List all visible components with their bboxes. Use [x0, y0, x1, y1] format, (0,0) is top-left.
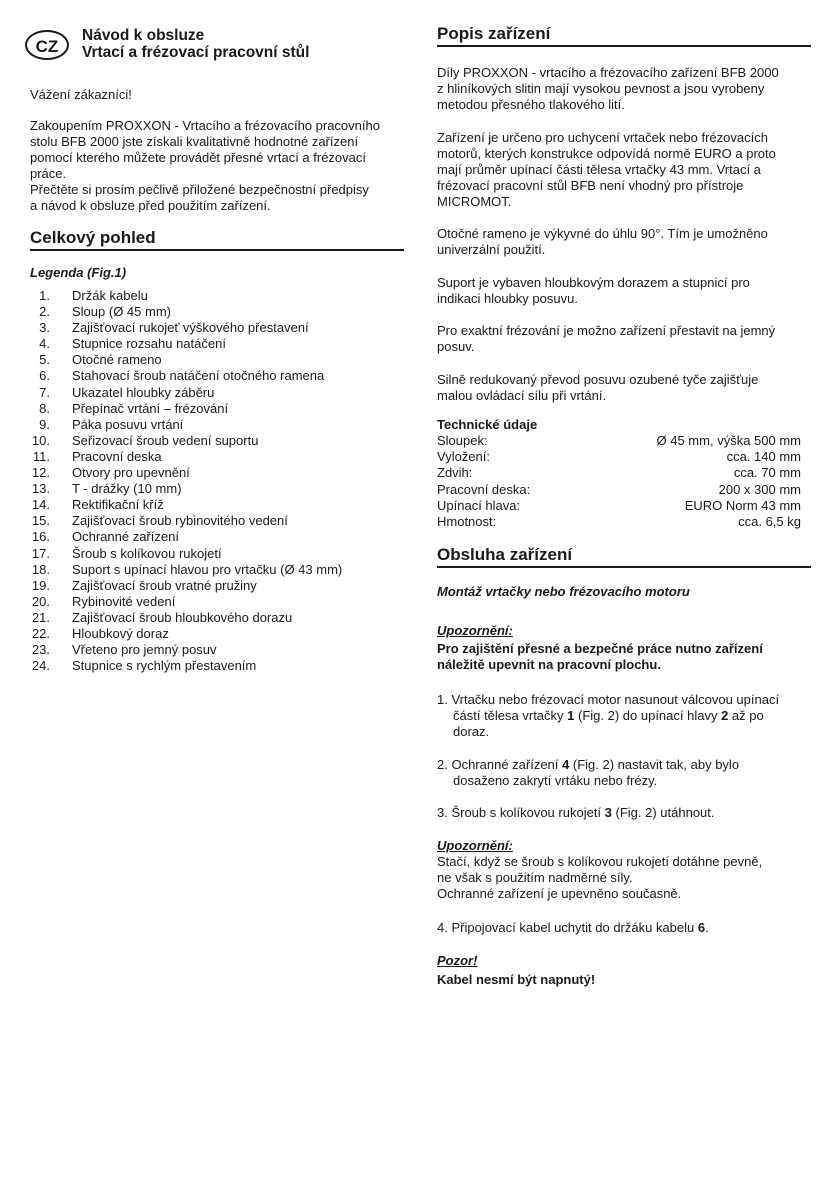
legend-label: Šroub s kolíkovou rukojetí [72, 545, 222, 561]
step-4 [437, 920, 815, 936]
text-line: 4. Připojovací kabel uchytit do držáku kabelu 6. [437, 920, 709, 935]
text-line: indikaci hloubky posuvu. [437, 290, 578, 306]
figure-reference-number: 1 [567, 708, 575, 723]
legend-label: T - drážky (10 mm) [72, 481, 182, 497]
legend-number: 6. [39, 368, 50, 384]
text-line: 3. Šroub s kolíkovou rukojetí 3 (Fig. 2) utáhnout. [437, 805, 715, 820]
legend-label: Zajišťovací šroub vratné pružiny [72, 577, 257, 593]
legend-label: Zajišťovací šroub rybinovitého vedení [72, 513, 288, 529]
description-paragraph [437, 226, 815, 258]
figure-reference-number: 3 [604, 805, 612, 820]
legend-item [22, 626, 400, 642]
text-line: 2. Ochranné zařízení 4 (Fig. 2) nastavit tak, aby bylo [437, 757, 740, 772]
legend-item [22, 513, 400, 529]
text-line: mají průměr upínací části tělesa vrtačky 43 mm. Vrtací a [437, 161, 761, 177]
text-line: pomocí kterého můžete provádět přesné vrtací a frézovací [30, 150, 367, 165]
legend-number: 3. [39, 320, 50, 336]
legend-item [22, 594, 400, 610]
spec-label: Zdvih: [437, 465, 473, 481]
section-heading-operation: Obsluha zařízení [437, 545, 811, 568]
legend-number: 21. [31, 609, 50, 625]
text-line: univerzální použití. [437, 242, 546, 257]
spec-label: Hmotnost: [437, 514, 497, 530]
legend-label: Otočné rameno [72, 352, 162, 368]
document-title [82, 27, 309, 61]
description-paragraphs [437, 65, 815, 420]
title-line-1: Návod k obsluze [82, 27, 205, 44]
legend-item [22, 578, 400, 594]
legend-label: Zajišťovací šroub hloubkového dorazu [72, 609, 293, 625]
spec-value: Ø 45 mm, výška 500 mm [656, 433, 801, 448]
legend-label: Sloup (Ø 45 mm) [72, 304, 171, 320]
legend-number: 14. [31, 497, 50, 513]
description-paragraph [437, 130, 815, 210]
text-line: Otočné rameno je výkyvné do úhlu 90°. Tím je umožněno [437, 226, 768, 241]
legend-number: 24. [31, 658, 50, 674]
text-line: Zařízení je určeno pro uchycení vrtaček nebo frézovacích [437, 129, 768, 145]
spec-label: Vyložení: [437, 449, 490, 465]
text-line: stolu BFB 2000 jste získali kvalitativně hodnotné zařízení [30, 134, 359, 149]
description-paragraph [437, 323, 815, 355]
legend-label: Rybinovité vedení [72, 593, 176, 609]
legend-item [22, 368, 400, 384]
legend-number: 4. [39, 336, 50, 352]
text-line: motorů, kterých konstrukce odpovídá normě EURO a proto [437, 145, 776, 161]
text-line: posuv. [437, 339, 475, 354]
section-heading-description: Popis zařízení [437, 24, 811, 47]
greeting: Vážení zákazníci! [30, 87, 132, 102]
spec-row [437, 465, 801, 481]
caution-label: Pozor! [437, 953, 478, 968]
warning-text [437, 641, 815, 673]
section-heading-overview: Celkový pohled [30, 228, 404, 251]
legend-label: Rektifikační kříž [72, 497, 164, 513]
description-paragraph [437, 275, 815, 307]
text-line: dosaženo zakrytí vrtáku nebo frézy. [453, 773, 658, 788]
legend-number: 18. [31, 561, 50, 577]
text-line: částí tělesa vrtačky 1 (Fig. 2) do upínací hlavy 2 až po [453, 708, 764, 723]
description-paragraph [437, 65, 815, 113]
legend-number: 8. [39, 400, 50, 416]
legend-item [22, 352, 400, 368]
legend-number: 16. [31, 529, 50, 545]
legend-label: Ukazatel hloubky záběru [72, 384, 215, 400]
spec-value: cca. 140 mm [726, 449, 801, 465]
text-line: Stačí, když se šroub s kolíkovou rukojetí dotáhne pevně, [437, 854, 763, 869]
text-line: frézovací pracovní stůl BFB není vhodný pro přístroje [437, 177, 744, 193]
text-line: MICROMOT. [437, 193, 512, 209]
legend-label: Přepínač vrtání – frézování [72, 400, 229, 416]
text-line: Zakoupením PROXXON - Vrtacího a frézovacího pracovního [30, 118, 380, 133]
text-line: Silně redukovaný převod posuvu ozubené tyče zajišťuje [437, 371, 759, 387]
text-line: a návod k obsluze před použitím zařízení. [30, 198, 271, 213]
spec-value: cca. 6,5 kg [738, 514, 801, 530]
legend-item [22, 288, 400, 304]
legend-label: Pracovní deska [72, 448, 162, 464]
spec-value: 200 x 300 mm [718, 481, 801, 497]
legend-item [22, 610, 400, 626]
text-line: 1. Vrtačku nebo frézovací motor nasunout válcovou upínací [437, 692, 780, 707]
description-paragraph [437, 372, 815, 404]
text-line: Díly PROXXON - vrtacího a frézovacího zařízení BFB 2000 [437, 65, 779, 80]
title-line-2: Vrtací a frézovací pracovní stůl [82, 44, 310, 61]
legend-item [22, 336, 400, 352]
spec-value: cca. 70 mm [733, 465, 801, 481]
legend-number: 11. [32, 448, 50, 464]
text-line: Ochranné zařízení je upevněno současně. [437, 886, 682, 901]
legend-number: 17. [31, 545, 50, 561]
legend-item [22, 481, 400, 497]
legend-label: Suport s upínací hlavou pro vrtačku (Ø 43 mm) [72, 561, 343, 577]
step-1 [437, 692, 815, 740]
text-line: malou ovládací sílu při vrtání. [437, 387, 607, 403]
legend-item [22, 546, 400, 562]
legend-title: Legenda (Fig.1) [30, 265, 127, 280]
legend-label: Hloubkový doraz [72, 625, 169, 641]
legend-number: 22. [31, 625, 50, 641]
legend-label: Otvory pro upevnění [72, 465, 190, 481]
legend-item [22, 433, 400, 449]
legend-label: Seřizovací šroub vedení suportu [72, 432, 259, 448]
legend-item [22, 658, 400, 674]
spec-row [437, 514, 801, 530]
spec-row [437, 498, 801, 514]
figure-reference-number: 4 [562, 757, 570, 772]
legend-number: 1. [39, 288, 50, 303]
legend-item [22, 320, 400, 336]
text-line: Pro exaktní frézování je možno zařízení přestavit na jemný [437, 323, 776, 338]
legend-number: 23. [31, 642, 50, 658]
spec-value: EURO Norm 43 mm [684, 497, 801, 513]
legend-item [22, 449, 400, 465]
legend-item [22, 401, 400, 417]
legend-label: Páka posuvu vrtání [72, 416, 184, 432]
legend-number: 10. [31, 432, 50, 448]
spec-row [437, 449, 801, 465]
text-line: ne však s použitím nadměrné síly. [437, 870, 633, 885]
legend-item [22, 562, 400, 578]
legend-number: 2. [39, 304, 50, 320]
legend-label: Stahovací šroub natáčení otočného ramena [72, 368, 325, 384]
legend-item [22, 417, 400, 433]
legend-list [22, 288, 400, 674]
legend-item [22, 642, 400, 658]
text-line: metodou přesného tlakového lití. [437, 97, 625, 112]
legend-number: 12. [31, 465, 50, 481]
legend-item [22, 529, 400, 545]
spec-row [437, 433, 801, 449]
intro-paragraph [30, 118, 408, 214]
legend-item [22, 385, 400, 401]
specs-table [437, 433, 815, 530]
spec-label: Upínací hlava: [437, 497, 521, 513]
legend-number: 9. [39, 416, 50, 432]
legend-label: Ochranné zařízení [72, 529, 179, 545]
legend-number: 5. [39, 352, 50, 368]
language-badge-cz: CZ [25, 30, 69, 60]
spec-row [437, 482, 801, 498]
legend-label: Vřeteno pro jemný posuv [72, 642, 217, 658]
text-line: Suport je vybaven hloubkovým dorazem a stupnicí pro [437, 274, 750, 290]
spec-label: Pracovní deska: [437, 481, 531, 497]
text-line: Pro zajištění přesné a bezpečné práce nutno zařízení [437, 641, 763, 656]
legend-label: Zajišťovací rukojeť výškového přestavení [72, 320, 309, 336]
legend-label: Stupnice s rychlým přestavením [72, 658, 257, 674]
legend-item [22, 465, 400, 481]
legend-label: Stupnice rozsahu natáčení [72, 336, 226, 352]
text-line: náležitě upevnit na pracovní plochu. [437, 657, 661, 672]
legend-number: 13. [31, 481, 50, 497]
warning-label-2: Upozornění: [437, 838, 513, 853]
warning-label: Upozornění: [437, 623, 513, 638]
legend-item [22, 304, 400, 320]
warning-text-2 [437, 854, 815, 902]
legend-number: 19. [31, 577, 50, 593]
text-line: Přečtěte si prosím pečlivě přiložené bezpečnostní předpisy [30, 182, 369, 197]
text-line: práce. [30, 166, 67, 181]
figure-reference-number: 6 [697, 920, 706, 935]
text-line: doraz. [453, 724, 490, 739]
legend-number: 15. [31, 513, 50, 529]
caution-text: Kabel nesmí být napnutý! [437, 972, 596, 987]
step-2 [437, 757, 815, 789]
legend-item [22, 497, 400, 513]
text-line: z hliníkových slitin mají vysokou pevnost a jsou vyrobeny [437, 81, 765, 96]
step-3 [437, 805, 815, 821]
spec-label: Sloupek: [437, 433, 488, 448]
mount-subtitle: Montáž vrtačky nebo frézovacího motoru [437, 584, 690, 599]
legend-number: 7. [39, 384, 50, 400]
legend-label: Držák kabelu [72, 288, 148, 303]
legend-number: 20. [31, 593, 50, 609]
specs-title: Technické údaje [437, 417, 538, 432]
figure-reference-number: 2 [721, 708, 729, 723]
